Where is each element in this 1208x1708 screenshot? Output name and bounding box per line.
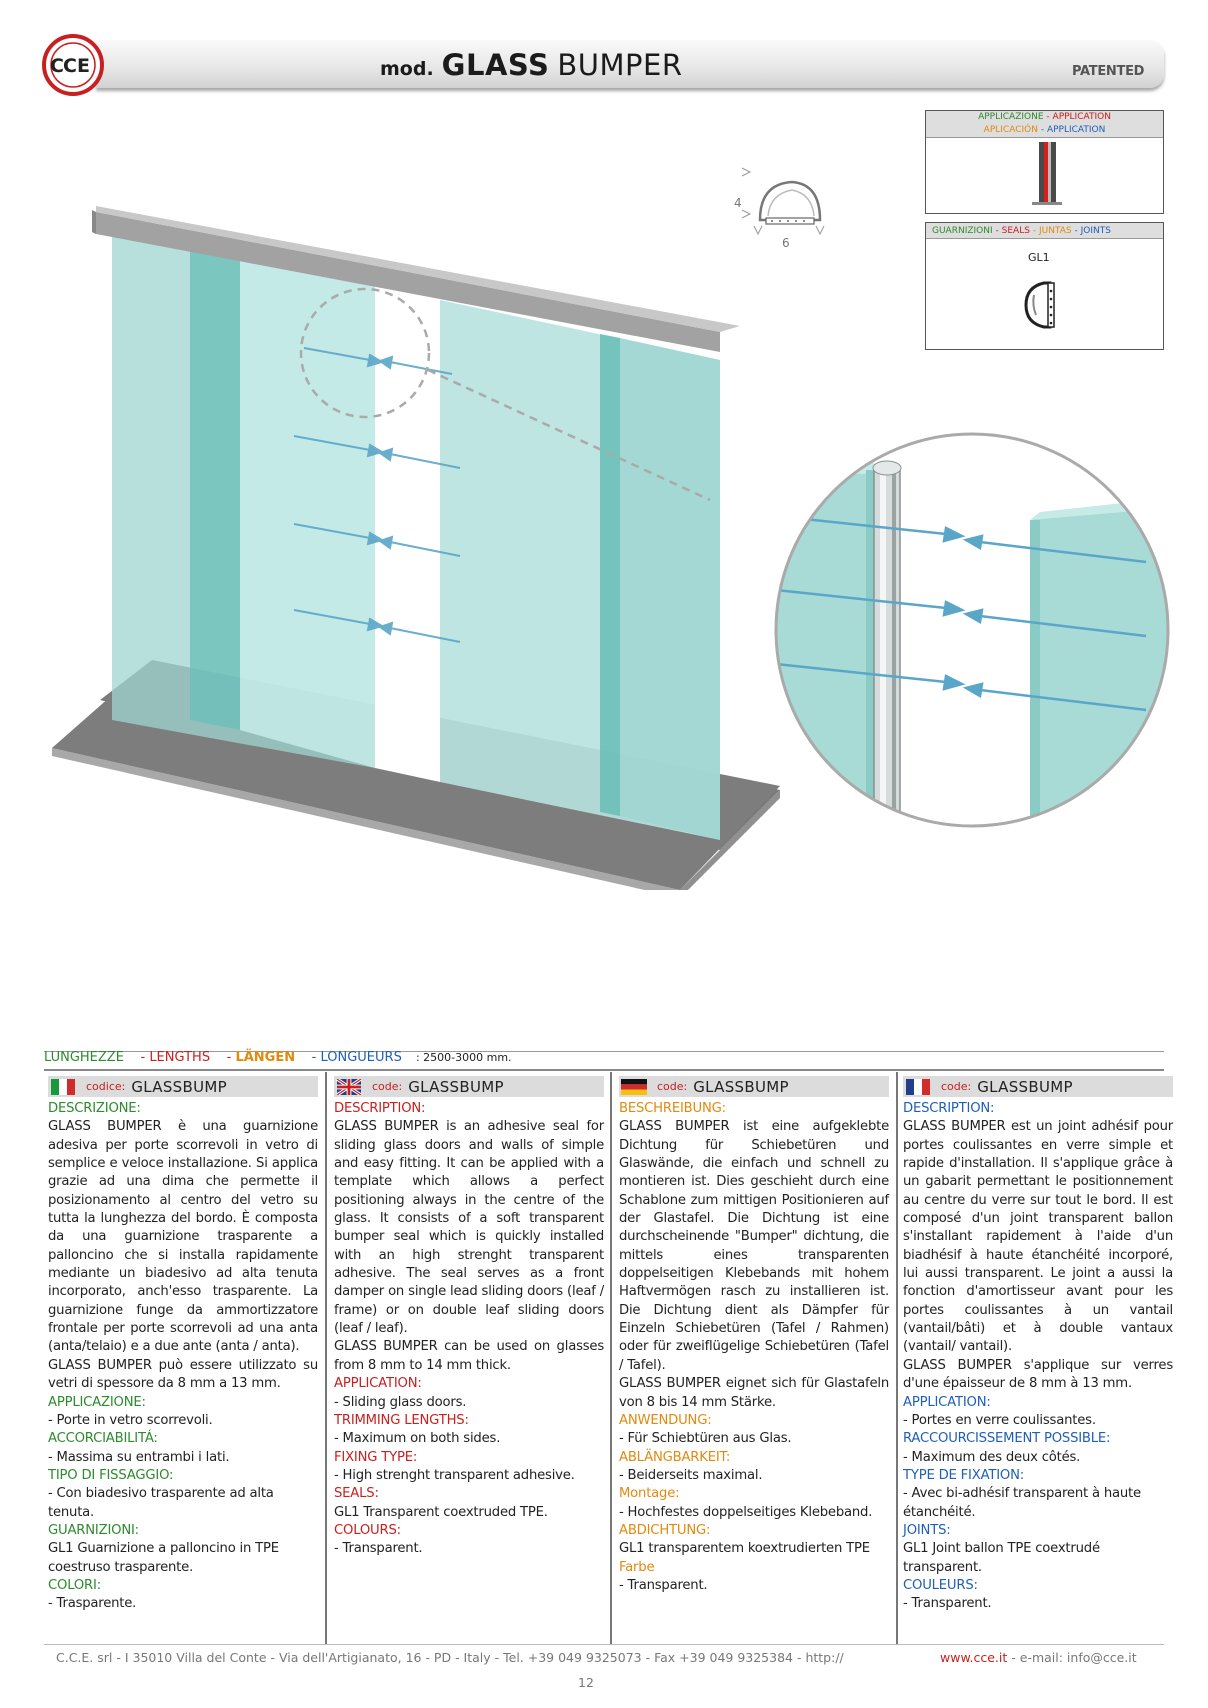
uk-flag-icon [336,1079,362,1095]
app-label-es: APLICACIÓN [983,125,1038,135]
app-label-it: APPLICAZIONE [978,112,1044,122]
heading-application-it: APPLICAZIONE: [48,1394,146,1410]
fixing-en: - High strenght transparent adhesive. [334,1467,575,1483]
application-en: - Sliding glass doors. [334,1394,467,1410]
code-label-fr: code: [941,1080,972,1093]
dim-width: 6 [782,236,790,250]
lengths-value: : 2500-3000 mm. [415,1051,512,1064]
description2-en: GLASS BUMPER can be used on glasses from 8 mm to 14 mm thick. [334,1339,604,1373]
seals-it: GL1 Guarnizione a palloncino in TPE coestruso trasparente. [48,1541,279,1575]
lengths-sep-3: - [311,1050,317,1065]
page-title [380,48,800,88]
application-box [925,110,1164,214]
heading-application-en: APPLICATION: [334,1376,422,1392]
text-fr [903,1100,1173,1614]
lengths-label-de: LÄNGEN [235,1050,296,1065]
germany-flag-icon [621,1079,647,1095]
application-diagram [926,138,1163,212]
heading-description-it: DESCRIZIONE: [48,1101,141,1116]
website-link[interactable]: www.cce.it [940,1650,1008,1665]
seals-label-fr: JOINTS [1080,226,1111,236]
trimming-en: - Maximum on both sides. [334,1431,501,1447]
svg-text:C: C [50,55,64,77]
detail-zoom-view [766,420,1170,840]
seals-box-header [926,223,1163,239]
text-it [48,1100,318,1614]
column-italian [48,1076,318,1642]
column-separator [610,1072,612,1644]
bumper-seal [874,468,900,840]
description-en: GLASS BUMPER is an adhesive seal for sliding glass doors and walls of simple and easy fitting. It can be applied with a template which allows a perfect positioning always in the centre of the glass. It consists of a soft transparent bumper seal which is quickly installed with an high strenght transparent adhesive. The seal serves as a front damper on single lead sliding doors (leaf / frame) or on double leaf sliding doors (leaf / leaf). [334,1119,604,1337]
column-english [334,1076,604,1642]
title-bold: GLASS [441,48,550,82]
code-value-en: GLASSBUMP [408,1077,504,1096]
code-value-it: GLASSBUMP [131,1077,227,1096]
dim-height: 4 [734,196,742,210]
seals-sep-2: - [1032,226,1037,236]
seals-label-it: GUARNIZIONI [932,226,993,236]
lengths-label-fr: LONGUEURS [320,1050,402,1065]
colours-it: - Trasparente. [48,1596,137,1612]
heading-fixing-fr: TYPE DE FIXATION: [903,1467,1025,1483]
description-fr: GLASS BUMPER est un joint adhésif pour portes coulissantes en verre simple et rapide d'installation. Il s'applique grâce à un gabarit permettant le positionnement au centre du verre sur tout le bord. Il est composé d'un joint transparent ballon s'installant rapidement à l'aide d'un biadhésif à haute étanchéité incorporé, lui aussi transparent. Le joint a aussi la fonction d'amortisseur avant pour les portes coulissantes à un vantail (vantail/bâti) et à double vantaux (vantail/ vantail). [903,1119,1173,1355]
heading-trimming-it: ACCORCIABILITÁ: [48,1431,158,1447]
heading-fixing-de: Montage: [619,1486,680,1502]
svg-text:E: E [77,55,90,77]
heading-colours-fr: COULEURS: [903,1577,978,1593]
text-de [619,1100,889,1595]
application-de: - Für Schiebtüren aus Glas. [619,1431,792,1447]
column-separator [325,1072,327,1644]
seals-label-en: SEALS [1001,226,1030,236]
application-fr: - Portes en verre coulissantes. [903,1412,1096,1428]
sliding-door-illustration [40,200,780,890]
colours-en: - Transparent. [334,1541,423,1557]
page-number: 12 [578,1675,594,1690]
seals-label-es: JUNTAS [1038,226,1072,236]
description-de: GLASS BUMPER ist eine aufgeklebte Dichtung für Schiebetüren und Glaswände, die einfach und schnell zu montieren ist. Dies geschieht durch eine Schablone zum mittigen Positionieren auf der Glastafel. Die Dichtung ist eine durchscheinende "Bumper" dichtung, die mittels eines transparenten doppelseitigen Klebebands mit hohem Haftvermögen rasch zu installieren ist. Die Dichtung dient als Dämpfer für Einzeln Schiebetüren (Tafel / Rahmen) oder für zweiflügelige Schiebetüren (Tafel / Tafel). [619,1119,889,1373]
column-separator [896,1072,898,1644]
heading-seals-de: ABDICHTUNG: [619,1522,711,1538]
colours-fr: - Transparent. [903,1596,992,1612]
lengths-sep-1: - [140,1050,146,1065]
code-bar-en [334,1076,604,1097]
lengths-label-it: LUNGHEZZE [44,1050,124,1065]
description2-it: GLASS BUMPER può essere utilizzato su vetri di spessore da 8 mm a 13 mm. [48,1357,318,1392]
app-sep-2: - [1040,125,1045,135]
colours-de: - Transparent. [619,1577,708,1593]
seals-sep-3: - [1074,226,1078,236]
seals-fr: GL1 Joint ballon TPE coextrudé transparent. [903,1541,1100,1575]
heading-application-fr: APPLICATION: [903,1394,991,1410]
code-label-de: code: [657,1080,688,1093]
patented-label: PATENTED [1072,64,1145,79]
description2-de: GLASS BUMPER eignet sich für Glastafeln von 8 bis 14 mm Stärke. [619,1376,889,1410]
footer-web [940,1650,1137,1665]
column-german [619,1076,889,1642]
code-label-it: codice: [86,1080,126,1093]
application-box-header [926,111,1163,138]
title-rest: BUMPER [557,48,683,82]
heading-description-fr: DESCRIPTION: [903,1101,995,1116]
heading-fixing-it: TIPO DI FISSAGGIO: [48,1467,174,1483]
app-label-fr: APPLICATION [1046,125,1106,135]
seals-sep-1: - [995,226,999,236]
trimming-fr: - Maximum des deux côtés. [903,1449,1081,1465]
svg-text:C: C [63,55,77,77]
cce-logo [42,34,104,96]
code-bar-de [619,1076,889,1097]
heading-seals-fr: JOINTS: [903,1522,951,1538]
heading-colours-de: Farbe [619,1559,655,1575]
france-flag-icon [905,1079,931,1095]
seal-profile-icon [926,239,1163,349]
app-sep-1: - [1046,112,1050,122]
fixing-fr: - Avec bi-adhésif transparent à haute étanchéité. [903,1486,1141,1520]
text-en [334,1100,604,1559]
email-link[interactable]: - e-mail: info@cce.it [1011,1650,1137,1665]
description-it: GLASS BUMPER è una guarnizione adesiva per porte scorrevoli in vetro di semplice e veloce installazione. Si applica grazie ad una dima che permette il posizionamento al centro del vetro su tutta la lunghezza del bordo. È composta da una guarnizione trasparente a palloncino che si installa rapidamente mediante un biadesivo ad alta tenuta incorporato, anch'esso trasparente. La guarnizione funge da ammortizzatore frontale per porte scorrevoli ad una anta (anta/telaio) e a due ante (anta / anta). [48,1119,318,1355]
heading-trimming-en: TRIMMING LENGTHS: [334,1412,469,1428]
heading-seals-it: GUARNIZIONI: [48,1522,139,1538]
code-bar-fr [903,1076,1173,1097]
heading-seals-en: SEALS: [334,1486,379,1502]
heading-fixing-en: FIXING TYPE: [334,1449,418,1465]
lengths-sep-2: - [226,1050,232,1065]
italy-flag-icon [50,1079,76,1095]
code-label-en: code: [372,1080,403,1093]
code-value-fr: GLASSBUMP [977,1077,1073,1096]
heading-description-en: DESCRIPTION: [334,1101,426,1116]
seals-en: GL1 Transparent coextruded TPE. [334,1504,548,1520]
heading-trimming-de: ABLÄNGBARKEIT: [619,1449,731,1465]
app-label-en: APPLICATION [1052,112,1111,122]
lengths-label-en: LENGTHS [149,1050,211,1065]
heading-description-de: BESCHREIBUNG: [619,1101,726,1116]
application-it: - Porte in vetro scorrevoli. [48,1412,213,1428]
footer [56,1650,1156,1670]
column-french [903,1076,1173,1642]
seals-box [925,222,1164,350]
trimming-it: - Massima su entrambi i lati. [48,1449,230,1465]
title-mod: mod. [380,58,434,80]
code-value-de: GLASSBUMP [693,1077,789,1096]
lengths-row [44,1048,1164,1070]
trimming-de: - Beiderseits maximal. [619,1467,763,1483]
code-bar-it [48,1076,318,1097]
footer-address: C.C.E. srl - I 35010 Villa del Conte - Via dell'Artigianato, 16 - PD - Italy - Tel. +39 049 9325073 - Fax +39 049 9325384 - http:// [56,1650,844,1665]
fixing-it: - Con biadesivo trasparente ad alta tenuta. [48,1486,274,1520]
heading-application-de: ANWENDUNG: [619,1412,712,1428]
heading-trimming-fr: RACCOURCISSEMENT POSSIBLE: [903,1431,1111,1447]
description2-fr: GLASS BUMPER s'applique sur verres d'une épaisseur de 8 mm à 13 mm. [903,1357,1173,1392]
footer-rule [44,1644,1164,1645]
seal-code-label: GL1 [1028,251,1050,264]
heading-colours-it: COLORI: [48,1577,101,1593]
seals-de: GL1 transparentem koextrudierten TPE [619,1541,870,1557]
heading-colours-en: COLOURS: [334,1522,401,1538]
lengths-rule [44,1069,1164,1071]
fixing-de: - Hochfestes doppelseitiges Klebeband. [619,1504,873,1520]
